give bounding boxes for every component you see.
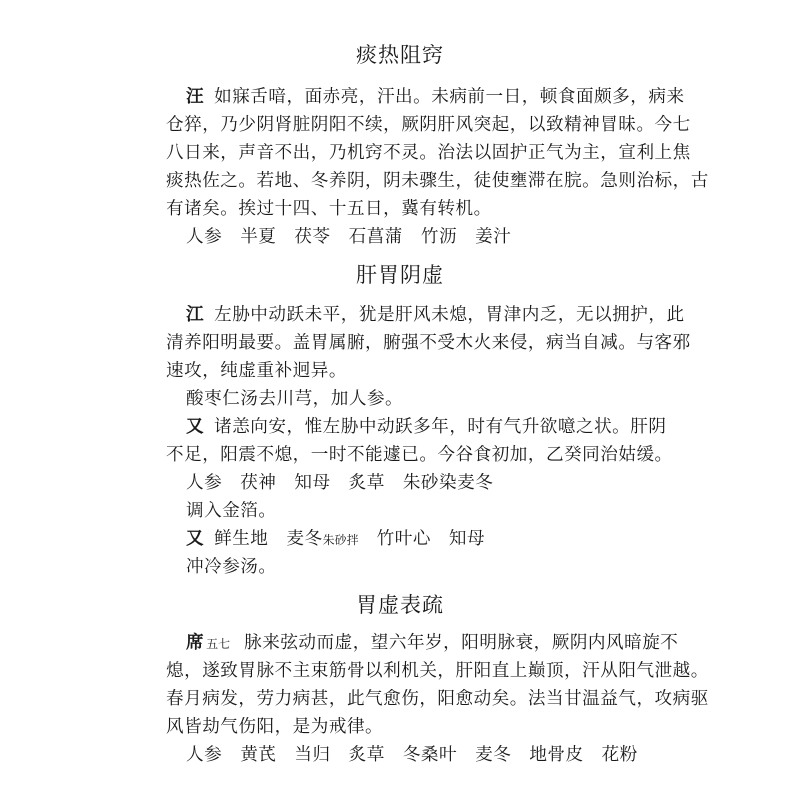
case-line <box>186 304 685 326</box>
herb-prep-note: 朱砂拌 <box>322 533 359 547</box>
case-line <box>186 416 666 438</box>
prescription-note: 调入金箔。 <box>186 501 277 521</box>
section-title-3: 胃虚表疏 <box>356 593 444 617</box>
herb-item: 竹沥 <box>420 227 458 247</box>
herb-item: 地骨皮 <box>529 745 584 765</box>
case-line: 痰热佐之。若地、冬养阴，阴未骤生，徒使壅滞在脘。急则治标，古 <box>166 171 709 191</box>
herb-item: 人参 <box>186 745 223 765</box>
patient-age: 五七 <box>206 637 231 651</box>
herb-item: 当归 <box>294 745 331 765</box>
herb-item: 竹叶心 <box>376 529 431 549</box>
case-text: 如寐舌喑，面赤亮，汗出。未病前一日，顿食面颇多，病来 <box>214 87 685 107</box>
case-text: 左胁中动跃未平，犹是肝风未熄，胃津内乏，无以拥护，此 <box>214 305 685 325</box>
herb-list <box>186 472 666 494</box>
case-line: 不足，阳震不熄，一时不能遽已。今谷食初加，乙癸同治姑缓。 <box>166 445 673 465</box>
prescription-note: 冲冷参汤。 <box>186 557 277 577</box>
case-line: 风皆劫气伤阳，是为戒律。 <box>166 717 384 737</box>
herb-item: 黄芪 <box>240 745 277 765</box>
herb-item: 炙草 <box>348 473 385 493</box>
herb-item: 炙草 <box>348 745 385 765</box>
again-marker: 又 <box>186 417 205 437</box>
case-line: 仓猝，乃少阴肾脏阴阳不续，厥阴肝风突起，以致精神冒昧。今七 <box>166 115 691 135</box>
herb-list <box>186 744 666 766</box>
section-title-1: 痰热阻窍 <box>356 43 444 67</box>
case-line: 清养阳明最要。盖胃属腑，腑强不受木火来侵，病当自减。与客邪 <box>166 333 691 353</box>
herb-list <box>186 528 666 551</box>
case-line: 有诸矣。挨过十四、十五日，冀有转机。 <box>166 199 492 219</box>
herb-item: 人参 <box>186 227 223 247</box>
herb-item: 麦冬 <box>475 745 512 765</box>
herb-item: 半夏 <box>240 227 277 247</box>
case-line: 速攻，纯虚重补迥异。 <box>166 361 347 381</box>
section-title-2: 肝胃阴虚 <box>356 263 444 287</box>
case-line <box>186 86 685 108</box>
herb-item: 姜汁 <box>475 227 512 247</box>
case-line: 八日来，声音不出，乃机窍不灵。治法以固护正气为主，宣利上焦 <box>166 143 691 163</box>
again-marker: 又 <box>186 529 205 549</box>
herb-item: 人参 <box>186 473 223 493</box>
herb-item: 知母 <box>294 473 331 493</box>
herb-item <box>286 528 358 551</box>
herb-item: 冬桑叶 <box>402 745 458 765</box>
herb-item: 石菖蒲 <box>348 227 403 247</box>
herb-item: 鲜生地 <box>214 529 269 549</box>
case-text: 脉来弦动而虚，望六年岁，阳明脉衰，厥阴内风暗旋不 <box>244 633 679 653</box>
case-text: 诸恙向安，惟左胁中动跃多年，时有气升欲噫之状。肝阴 <box>214 417 667 437</box>
patient-name: 汪 <box>186 87 205 107</box>
patient-name: 席 <box>186 633 205 653</box>
herb-item: 花粉 <box>601 745 638 765</box>
herb-list <box>186 226 666 248</box>
case-line <box>186 632 679 655</box>
herb-name: 麦冬 <box>286 529 323 549</box>
case-line: 春月病发，劳力病甚，此气愈伤，阳愈动矣。法当甘温益气，攻病驱 <box>166 689 709 709</box>
herb-item: 茯神 <box>240 473 277 493</box>
case-line: 熄，遂致胃脉不主束筋骨以利机关，肝阳直上巅顶，汗从阳气泄越。 <box>166 661 709 681</box>
herb-item: 朱砂染麦冬 <box>402 473 494 493</box>
herb-item: 知母 <box>448 529 486 549</box>
prescription-note: 酸枣仁汤去川芎，加人参。 <box>186 389 404 409</box>
patient-name: 江 <box>186 305 205 325</box>
herb-item: 茯苓 <box>294 227 331 247</box>
